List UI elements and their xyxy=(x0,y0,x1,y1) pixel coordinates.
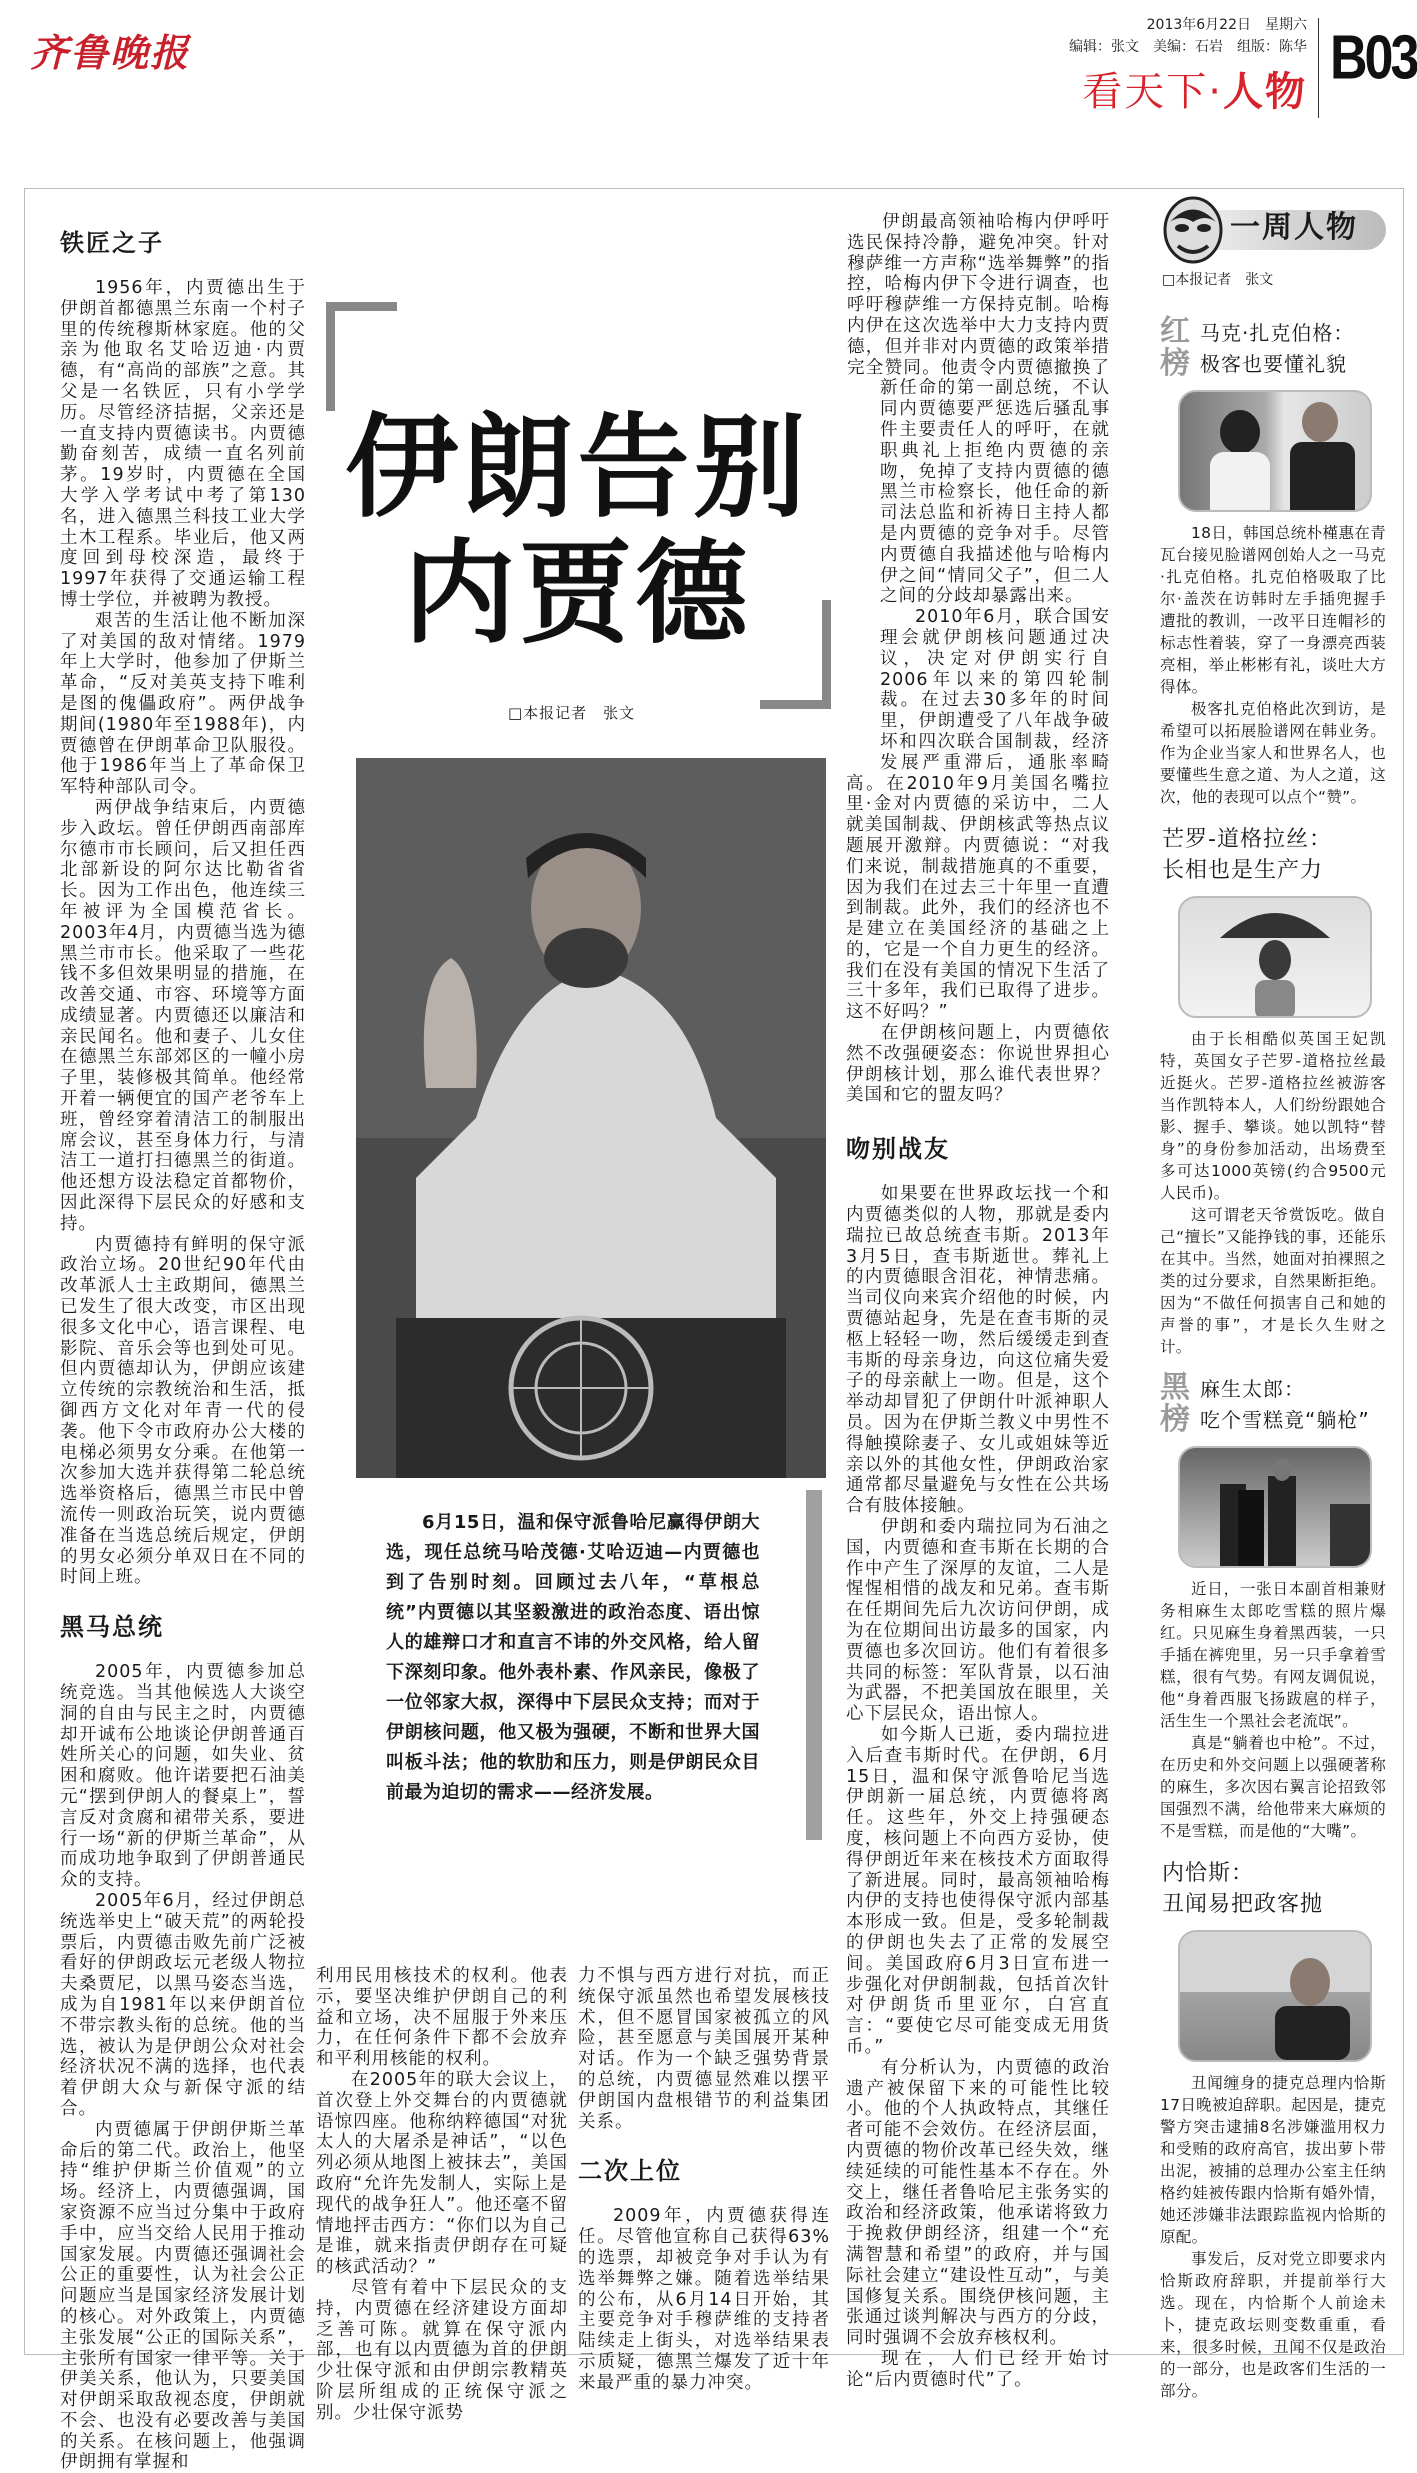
entry-title-line: 麻生太郎： xyxy=(1200,1377,1305,1401)
paragraph: 内贾德持有鲜明的保守派政治立场。20世纪90年代由改革派人士主政期间，德黑兰已发生了很大改变，市区出现很多文化中心，语言课程、电影院、音乐会等也到处可见。但内贾德却认为，伊朗应该建立传统的宗教统治和生活，抵御西方文化对年青一代的侵袭。他下令市政府办公大楼的电梯必须男女分乘。在他第一次参加大选并获得第二轮总统选举资格后，德黑兰市民中曾流传一则政治玩笑，说内贾德准备在当选总统后规定，伊朗的男女必须分单双日在不同的时间上班。 xyxy=(60,1234,306,1588)
paragraph: 18日，韩国总统朴槿惠在青瓦台接见脸谱网创始人之一马克·扎克伯格。扎克伯格吸取了比尔·盖茨在访韩时左手插兜握手遭批的教训，一改平日连帽衫的标志性着装，穿了一身漂亮西装亮相，举止彬彬有礼，谈吐大方得体。 xyxy=(1160,524,1386,696)
photo-illustration xyxy=(1180,1448,1370,1566)
photo-illustration xyxy=(1180,392,1370,510)
section-bold: 人物 xyxy=(1223,69,1307,115)
paragraph: 真是“躺着也中枪”。不过，在历史和外交问题上以强硬著称的麻生，多次因右翼言论招致邻国强烈不满，给他带来大麻烦的不是雪糕，而是他的“大嘴”。 xyxy=(1160,1734,1386,1840)
paragraph: 近日，一张日本副首相兼财务相麻生太郎吃雪糕的照片爆红。只见麻生身着黑西装，一只手插在裤兜里，另一只手拿着雪糕，很有气势。有网友调侃说，他“身着西服飞扬跋扈的样子，活生生一个黑社会老流氓”。 xyxy=(1160,1580,1386,1730)
paragraph: 2005年，内贾德参加总统竞选。当其他候选人大谈空洞的自由与民主之时，内贾德却开诚布公地谈论伊朗普通百姓所关心的问题，如失业、贫困和腐败。他许诺要把石油美元“摆到伊朗人的餐桌上”，誓言反对贪腐和裙带关系，要进行一场“新的伊斯兰革命”，从而成功地争取到了伊朗普通民众的支持。 xyxy=(60,1662,306,1891)
entry-title xyxy=(1162,822,1386,886)
photo-frame-shadow xyxy=(806,1490,822,1840)
photo-illustration xyxy=(1180,1932,1370,2060)
paragraph: 事发后，反对党立即要求内恰斯政府辞职，并提前举行大选。现在，内恰斯个人前途未卜，捷克政坛则变数重重，看来，很多时候，丑闻不仅是政治的一部分，也是政客们生活的一部分。 xyxy=(1160,2250,1386,2400)
page-number: B03 xyxy=(1330,23,1417,93)
entry-subtitle: 吃个雪糕竟“躺枪” xyxy=(1200,1408,1370,1432)
paragraph: 有分析认为，内贾德的政治遗产被保留下来的可能性比较小。他的个人执政特点，其继任者可能不会效仿。在经济层面，内贾德的物价改革已经失效，继续延续的可能性基本不存在。外交上，继任者鲁哈尼主张务实的政治和经济政策，他承诺将致力于挽救伊朗经济，组建一个“充满智慧和希望”的政府，并与国际社会建立“建设性互动”，与美国修复关系。围绕伊核问题，主张通过谈判解决与西方的分歧，同时强调不会放弃核权利。 xyxy=(846,2057,1110,2349)
paragraph: 在2005年的联大会议上，首次登上外交舞台的内贾德就语惊四座。他称纳粹德国“对犹太人的大屠杀是神话”，“以色列必须从地图上被抹去”，美国政府“允许先发制人，实际上是现代的战争狂人”。他还毫不留情地抨击西方：“你们以为自己是谁，就来指责伊朗存在可疑的核武活动？” xyxy=(316,2069,568,2278)
photo-zuckerberg-handshake xyxy=(1178,390,1372,512)
entry-body xyxy=(1160,522,1386,808)
paragraph: 尽管有着中下层民众的支持，内贾德在经济建设方面却乏善可陈。就算在保守派内部，也有以内贾德为首的伊朗少壮保守派和由伊朗宗教精英阶层所组成的正统保守派之别。少壮保守派势 xyxy=(316,2277,568,2423)
article-column-lower-2 xyxy=(578,1966,830,2394)
byline: □本报记者 张文 xyxy=(508,704,636,722)
photo-illustration xyxy=(1180,898,1370,1016)
photo-necas xyxy=(1178,1930,1372,2062)
entry-subtitle: 极客也要懂礼貌 xyxy=(1200,352,1347,376)
entry-heading-zuckerberg xyxy=(1160,316,1386,382)
entry-heading-munro-douglas xyxy=(1160,822,1386,888)
opera-mask-icon xyxy=(1160,192,1226,264)
photo-aso-ice-cream xyxy=(1178,1446,1372,1568)
section-heading: 黑马总统 xyxy=(60,1613,164,1642)
sidebar-byline: □本报记者 张文 xyxy=(1162,272,1274,288)
paragraph: 伊朗最高领袖哈梅内伊呼吁选民保持冷静，避免冲突。针对穆萨维一方声称“选举舞弊”的指控，哈梅内伊下令进行调查，也呼吁穆萨维一方保持克制。哈梅内伊在这次选举中大力支持内贾德，但并非对内贾德的政策举措完全赞同。他责令内贾德撤换了新任命的第一副总统，不认同内贾德要严惩选后骚乱事件主要责任人的呼吁，在就职典礼上拒绝内贾德的亲吻，免掉了支持内贾德的德黑兰市检察长，他任命的新司法总监和祈祷日主持人都是内贾德的竞争对手。尽管内贾德自我描述他与哈梅内伊之间“情同父子”，但二人之间的分歧却暴露出来。 xyxy=(847,212,1110,607)
entry-heading-necas xyxy=(1160,1856,1386,1922)
paragraph: 2010年6月，联合国安理会就伊朗核问题通过决议，决定对伊朗实行自2006年以来的第四轮制裁。在过去30多年的时间里，伊朗遭受了八年战争破坏和四次联合国制裁，经济发展严重滞后，通胀率畸高。在2010年9月美国名嘴拉里·金对内贾德的采访中，二人就美国制裁、伊朗核武等热点议题展开激辩。内贾德说：“对我们来说，制裁措施真的不重要，因为我们在过去三十年里一直遭到制裁。此外，我们的经济也不是建立在美国经济的基础之上的，它是一个自力更生的经济。我们在没有美国的情况下生活了三十多年，我们已取得了进步。这不好吗？” xyxy=(846,607,1110,1023)
lead-paragraph: 6月15日，温和保守派鲁哈尼赢得伊朗大选，现任总统马哈茂德·艾哈迈迪—内贾德也到了告别时刻。回顾过去八年，“草根总统”内贾德以其坚毅激进的政治态度、语出惊人的雄辩口才和直言不讳的外交风格，给人留下深刻印象。他外表朴素、作风亲民，像极了一位邻家大叔，深得中下层民众支持；而对于伊朗核问题，他又极为强硬，不断和世界大国叫板斗法；他的软肋和压力，则是伊朗民众目前最为迫切的需求——经济发展。 xyxy=(386,1512,760,1803)
entry-title xyxy=(1162,1856,1386,1920)
paragraph: 伊朗和委内瑞拉同为石油之国，内贾德和查韦斯在长期的合作中产生了深厚的友谊，二人是惺惺相惜的战友和兄弟。查韦斯在任期间先后九次访问伊朗，成为在位期间出访最多的国家，内贾德也多次回访。他们有着很多共同的标签：军队背景，以石油为武器，不把美国放在眼里，关心下层民众，语出惊人。 xyxy=(846,1517,1110,1725)
entry-title-line: 芒罗-道格拉丝： xyxy=(1162,827,1332,852)
paragraph: 两伊战争结束后，内贾德步入政坛。曾任伊朗西南部库尔德市市长顾问，后又担任西北部新设的阿尔达比勒省省长。因为工作出色，他连续三年被评为全国模范省长。2003年4月，内贾德当选为德黑兰市市长。他采取了一些花钱不多但效果明显的措施，在改善交通、市容、环境等方面成绩显著。内贾德还以廉洁和亲民闻名。他和妻子、儿女住在德黑兰东部郊区的一幢小房子里，装修极其简单。他经常开着一辆便宜的国产老爷车上班，曾经穿着清洁工的制服出席会议，甚至身体力行，与清洁工一道打扫德黑兰的街道。他还想方设法稳定首都物价，因此深得下层民众的好感和支持。 xyxy=(60,797,306,1234)
paragraph: 力不惧与西方进行对抗，而正统保守派虽然也希望发展核技术，但不愿冒国家被孤立的风险，甚至愿意与美国展开某种对话。作为一个缺乏强势背景的总统，内贾德显然难以摆平伊朗国内盘根错节的利益集团关系。 xyxy=(578,1966,830,2132)
article-lead xyxy=(386,1508,760,1808)
paragraph: 艰苦的生活让他不断加深了对美国的敌对情绪。1979年上大学时，他参加了伊斯兰革命，“反对美英支持下唯利是图的傀儡政府”。两伊战争期间(1980年至1988年)，内贾德曾在伊朗革命卫队服役。他于1986年当上了革命保卫军特种部队司令。 xyxy=(60,610,306,798)
entry-body xyxy=(1160,1578,1386,1842)
entry-title-line: 马克·扎克伯格： xyxy=(1200,321,1355,345)
paragraph: 在伊朗核问题上，内贾德依然不改强硬姿态：你说世界担心伊朗核计划，那么谁代表世界？美国和它的盟友吗？ xyxy=(846,1023,1110,1106)
paragraph: 这可谓老天爷赏饭吃。做自己“擅长”又能挣钱的事，还能乐在其中。当然，她面对拍裸照之类的过分要求，自然果断拒绝。因为“不做任何损害自己和她的声誉的事”，才是长久生财之计。 xyxy=(1160,1206,1386,1356)
paragraph: 如今斯人已逝，委内瑞拉进入后查韦斯时代。在伊朗，6月15日，温和保守派鲁哈尼当选伊朗新一届总统，内贾德将离任。这些年，外交上持强硬态度，核问题上不向西方妥协，使得伊朗近年来在核技术方面取得了新进展。同时，最高领袖哈梅内伊的支持也使得保守派内部基本形成一致。但是，受多轮制裁的伊朗也失去了正常的发展空间。美国政府6月3日宣布进一步强化对伊朗制裁，包括首次针对伊朗货币里亚尔，白宫直言：“要使它尽可能变成无用货币。” xyxy=(846,1724,1110,2057)
entry-title-line: 内恰斯： xyxy=(1162,1861,1255,1886)
paragraph: 由于长相酷似英国王妃凯特，英国女子芒罗-道格拉丝最近挺火。芒罗-道格拉丝被游客当作凯特本人，人们纷纷跟她合影、握手、攀谈。她以凯特“替身”的身份参加活动，出场费至多可达1000英镑(约合9500元人民币)。 xyxy=(1160,1030,1386,1202)
entry-title xyxy=(1200,1372,1386,1436)
photo-illustration xyxy=(356,758,826,1478)
article-column-left xyxy=(60,228,306,2473)
photo-ahmadinejad-at-un xyxy=(356,758,826,1478)
article-column-lower-1 xyxy=(316,1966,568,2424)
article-column-right xyxy=(846,212,1110,2390)
editor-credits: 编辑：张文 美编：石岩 组版：陈华 xyxy=(1069,39,1307,55)
entry-body xyxy=(1160,2072,1386,2402)
title-bracket-top-left xyxy=(326,302,397,411)
section-heading: 二次上位 xyxy=(578,2157,682,2186)
paragraph: 2009年，内贾德获得连任。尽管他宣称自己获得63%的选票，却被竞争对手认为有选举舞弊之嫌。随着选举结果的公布，从6月14日开始，其主要竞争对手穆萨维的支持者陆续走上街头，对选举结果表示质疑，德黑兰爆发了近十年来最严重的暴力冲突。 xyxy=(578,2206,830,2393)
paragraph: 如果要在世界政坛找一个和内贾德类似的人物，那就是委内瑞拉已故总统查韦斯。2013年3月5日，查韦斯逝世。葬礼上的内贾德眼含泪花，神情悲痛。当司仪向来宾介绍他的时候，内贾德站起身，先是在查韦斯的灵柩上轻轻一吻，然后缓缓走到查韦斯的母亲身边，向这位痛失爱子的母亲献上一吻。但是，这个举动却冒犯了伊朗什叶派神职人员。因为在伊斯兰教义中男性不得触摸除妻子、女儿或姐妹等近亲以外的其他女性，伊朗政治家通常都尽量避免与女性在公共场合有肢体接触。 xyxy=(846,1184,1110,1517)
entry-heading-aso xyxy=(1160,1372,1386,1438)
paragraph: 丑闻缠身的捷克总理内恰斯17日晚被迫辞职。起因是，捷克警方突击逮捕8名涉嫌滥用权力和受贿的政府高官，拔出萝卜带出泥，被捕的总理办公室主任纳格约娃被传跟内恰斯有婚外情，她还涉嫌非法跟踪监视内恰斯的原配。 xyxy=(1160,2074,1386,2246)
paragraph: 2005年6月，经过伊朗总统选举史上“破天荒”的两轮投票后，内贾德击败先前广泛被看好的伊朗政坛元老级人物拉夫桑贾尼，以黑马姿态当选，成为自1981年以来伊朗首位不带宗教头衔的总统。他的当选，被认为是伊朗公众对社会经济状况不满的选择，也代表着伊朗大众与新保守派的结合。 xyxy=(60,1890,306,2119)
entry-subtitle: 丑闻易把政客抛 xyxy=(1162,1892,1324,1917)
section-heading: 吻别战友 xyxy=(846,1135,950,1164)
issue-meta xyxy=(1069,14,1307,58)
entry-subtitle: 长相也是生产力 xyxy=(1162,858,1324,883)
section-name xyxy=(1082,68,1307,116)
headline-line-1: 伊朗告别 xyxy=(345,403,810,533)
entry-title xyxy=(1200,316,1386,380)
newspaper-logo: 齐鲁晚报 xyxy=(30,30,191,75)
entry-body xyxy=(1160,1028,1386,1358)
issue-date: 2013年6月22日 星期六 xyxy=(1146,17,1307,33)
paragraph: 极客扎克伯格此次到访，是希望可以拓展脸谱网在韩业务。作为企业当家人和世界名人，也要懂些生意之道、为人之道，这次，他的表现可以点个“赞”。 xyxy=(1160,700,1386,806)
headline xyxy=(330,405,825,657)
paragraph: 1956年，内贾德出生于伊朗首都德黑兰东南一个村子里的传统穆斯林家庭。他的父亲为他取名艾哈迈迪·内贾德，有“高尚的部族”之意。其父是一名铁匠，只有小学学历。尽管经济拮据，父亲还是一直支持内贾德读书。内贾德勤奋刻苦，成绩一直名列前茅。19岁时，内贾德在全国大学入学考试中考了第130名，进入德黑兰科技工业大学土木工程系。毕业后，他又两度回到母校深造，最终于1997年获得了交通运输工程博士学位，并被聘为教授。 xyxy=(60,278,306,610)
red-list-tag: 红榜 xyxy=(1160,314,1190,381)
paragraph: 现在，人们已经开始讨论“后内贾德时代”了。 xyxy=(846,2348,1110,2390)
weekly-figures-sidebar xyxy=(1160,192,1388,2402)
weekly-figures-banner xyxy=(1160,192,1386,264)
paragraph: 利用民用核技术的权利。他表示，要坚决维护伊朗自己的利益和立场，决不屈服于外来压力，在任何条件下都不会放弃和平利用核能的权利。 xyxy=(316,1966,568,2070)
photo-munro-douglas xyxy=(1178,896,1372,1018)
headline-line-2: 内贾德 xyxy=(403,529,752,659)
black-list-tag: 黑榜 xyxy=(1160,1370,1190,1437)
header-divider xyxy=(1318,18,1319,118)
banner-title: 一周人物 xyxy=(1230,210,1358,245)
section-prefix: 看天下· xyxy=(1082,69,1223,115)
section-heading: 铁匠之子 xyxy=(60,229,164,257)
paragraph: 内贾德属于伊朗伊斯兰革命后的第二代。政治上，他坚持“维护伊斯兰价值观”的立场。经济上，内贾德强调，国家资源不应当过分集中于政府手中，应当交给人民用于推动国家发展。内贾德还强调社会公正的重要性，认为社会公正问题应当是国家经济发展计划的核心。对外政策上，内贾德主张发展“公正的国际关系”，主张所有国家一律平等。关于伊美关系，他认为，只要美国对伊朗采取敌视态度，伊朗就不会、也没有必要改善与美国的关系。在核问题上，他强调伊朗拥有掌握和 xyxy=(60,2119,306,2473)
